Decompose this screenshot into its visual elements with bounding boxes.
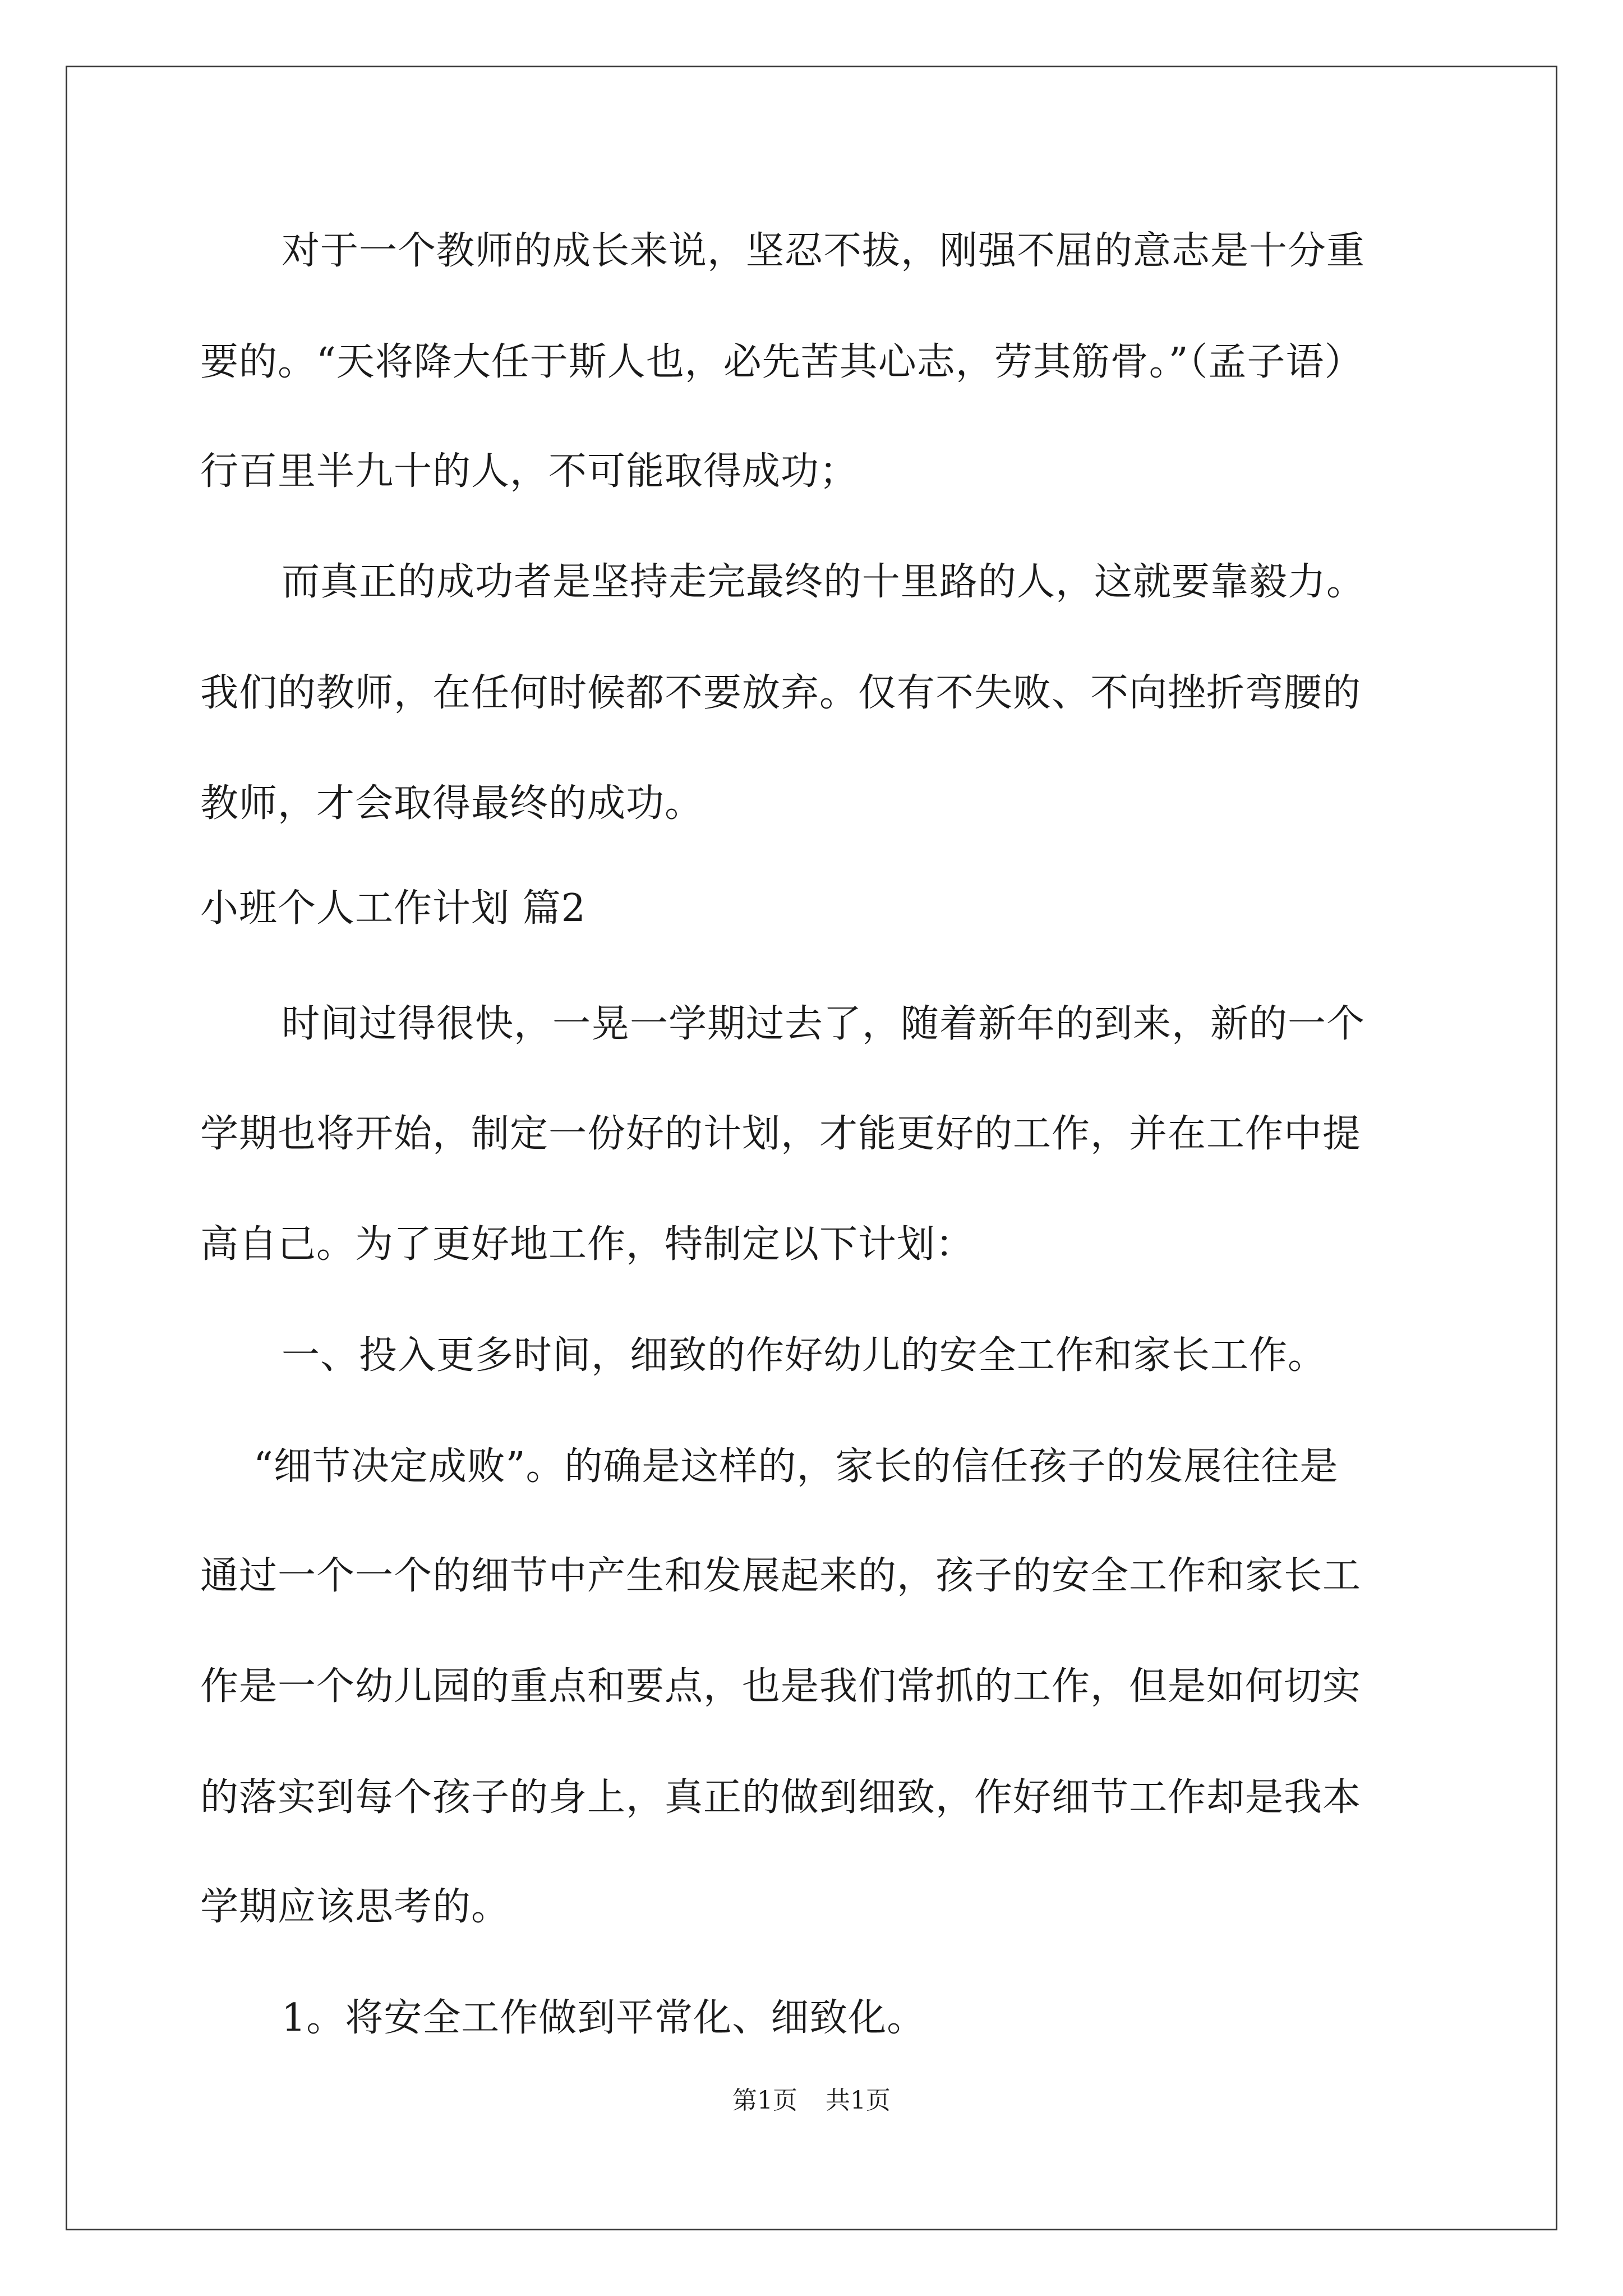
paragraph-line: 学期应该思考的。 [200, 1885, 510, 1929]
page-number: 第1页 [732, 2086, 797, 2115]
page-footer [0, 2084, 1623, 2118]
paragraph-line: 要的。“天将降大任于斯人也，必先苦其心志，劳其筋骨。”（孟子语） [200, 340, 1363, 384]
paragraph-line: 作是一个幼儿园的重点和要点，也是我们常抓的工作，但是如何切实 [200, 1664, 1362, 1709]
paragraph-line: “细节决定成败”。的确是这样的，家长的信任孩子的发展往往是 [253, 1444, 1339, 1489]
paragraph-line: 时间过得很快，一晃一学期过去了，随着新年的到来，新的一个 [282, 1002, 1366, 1046]
section-heading: 小班个人工作计划 篇2 [200, 886, 586, 931]
paragraph-line: 通过一个一个的细节中产生和发展起来的，孩子的安全工作和家长工 [200, 1554, 1362, 1598]
paragraph-line: 一、投入更多时间，细致的作好幼儿的安全工作和家长工作。 [282, 1333, 1327, 1378]
paragraph-line: 学期也将开始，制定一份好的计划，才能更好的工作，并在工作中提 [200, 1112, 1362, 1156]
paragraph-line: 的落实到每个孩子的身上，真正的做到细致，作好细节工作却是我本 [200, 1775, 1362, 1820]
paragraph-line: 教师，才会取得最终的成功。 [200, 781, 704, 826]
page-total: 共1页 [826, 2086, 891, 2115]
paragraph-line: 而真正的成功者是坚持走完最终的十里路的人，这就要靠毅力。 [282, 560, 1366, 604]
paragraph-line: 行百里半九十的人，不可能取得成功； [200, 449, 859, 494]
paragraph-line: 1。将安全工作做到平常化、细致化。 [282, 1996, 926, 2040]
paragraph-line: 对于一个教师的成长来说，坚忍不拔，刚强不屈的意志是十分重 [282, 229, 1366, 273]
paragraph-line: 我们的教师，在任何时候都不要放弃。仅有不失败、不向挫折弯腰的 [200, 671, 1362, 715]
paragraph-line: 高自己。为了更好地工作，特制定以下计划： [200, 1222, 975, 1267]
